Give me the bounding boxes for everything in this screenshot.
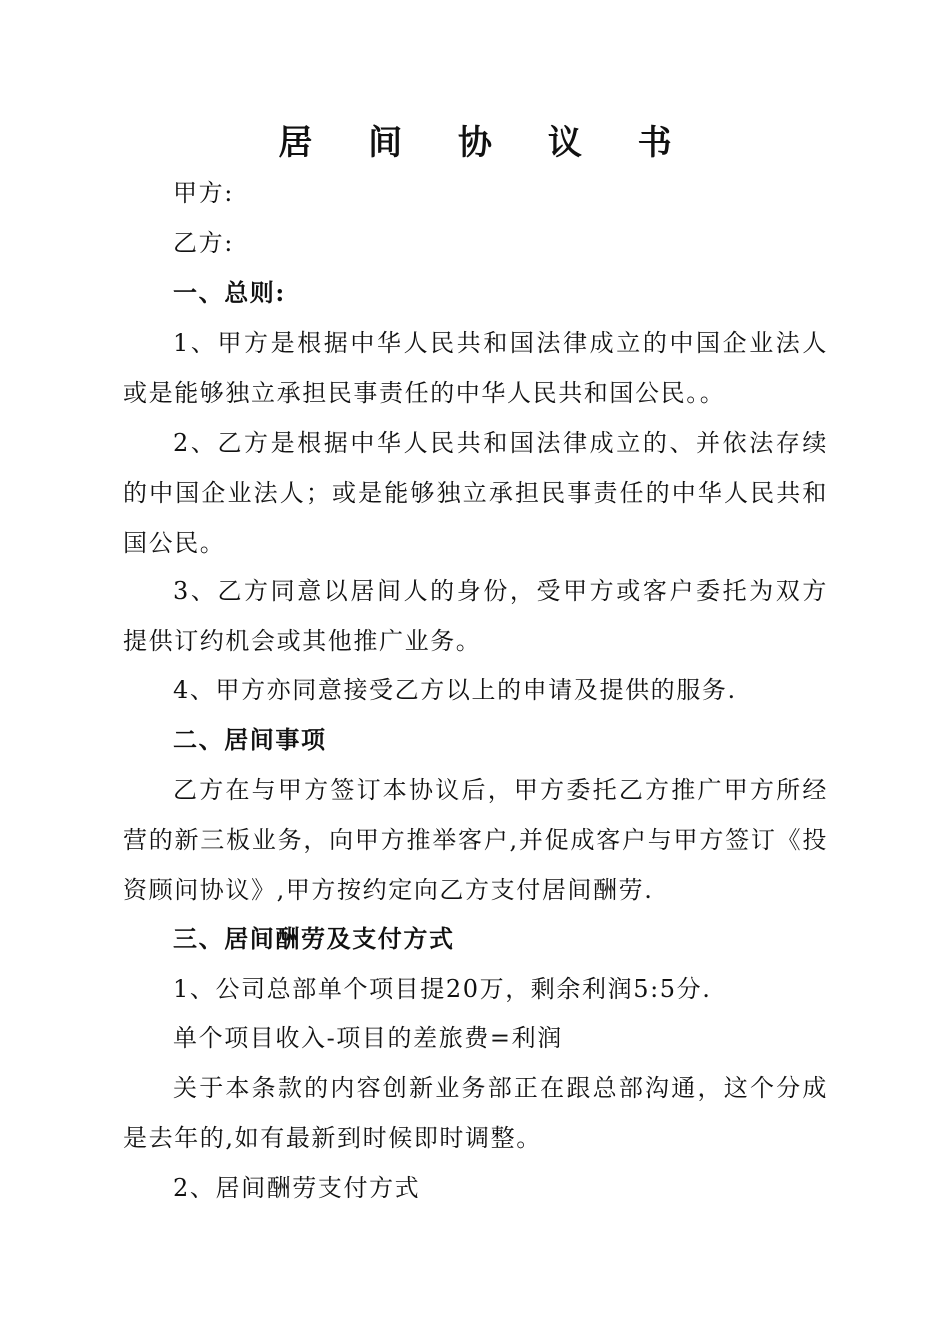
section-2-heading: 二、居间事项 <box>173 725 327 754</box>
section-3-paragraph-3: 关于本条款的内容创新业务部正在跟总部沟通，这个分成是去年的,如有最新到时候即时调整。 <box>123 1074 828 1152</box>
party-a-label: 甲方: <box>173 179 234 207</box>
section-1-paragraph-2: 2、乙方是根据中华人民共和国法律成立的、并依法存续的中国企业法人；或是能够独立承担民事责任的中华人民共和国公民。 <box>123 429 828 557</box>
section-3-paragraph-1: 1、公司总部单个项目提20万，剩余利润5:5分. <box>173 975 712 1003</box>
section-1-paragraph-3: 3、乙方同意以居间人的身份，受甲方或客户委托为双方提供订约机会或其他推广业务。 <box>123 577 828 655</box>
section-2-paragraph-1: 乙方在与甲方签订本协议后，甲方委托乙方推广甲方所经营的新三板业务，向甲方推举客户,并促成客户与甲方签订《投资顾问协议》,甲方按约定向乙方支付居间酬劳. <box>123 776 828 904</box>
section-1-paragraph-4: 4、甲方亦同意接受乙方以上的申请及提供的服务. <box>173 676 737 704</box>
section-3-paragraph-2: 单个项目收入-项目的差旅费=利润 <box>173 1024 563 1052</box>
page-title: 居 间 协 议 书 <box>278 123 694 163</box>
party-b-label: 乙方: <box>173 229 234 257</box>
section-1-heading: 一、总则: <box>173 278 286 307</box>
section-3-heading: 三、居间酬劳及支付方式 <box>173 924 455 953</box>
section-3-paragraph-4: 2、居间酬劳支付方式 <box>173 1174 421 1202</box>
section-1-paragraph-1: 1、甲方是根据中华人民共和国法律成立的中国企业法人或是能够独立承担民事责任的中华人民共和国公民。。 <box>123 329 828 407</box>
